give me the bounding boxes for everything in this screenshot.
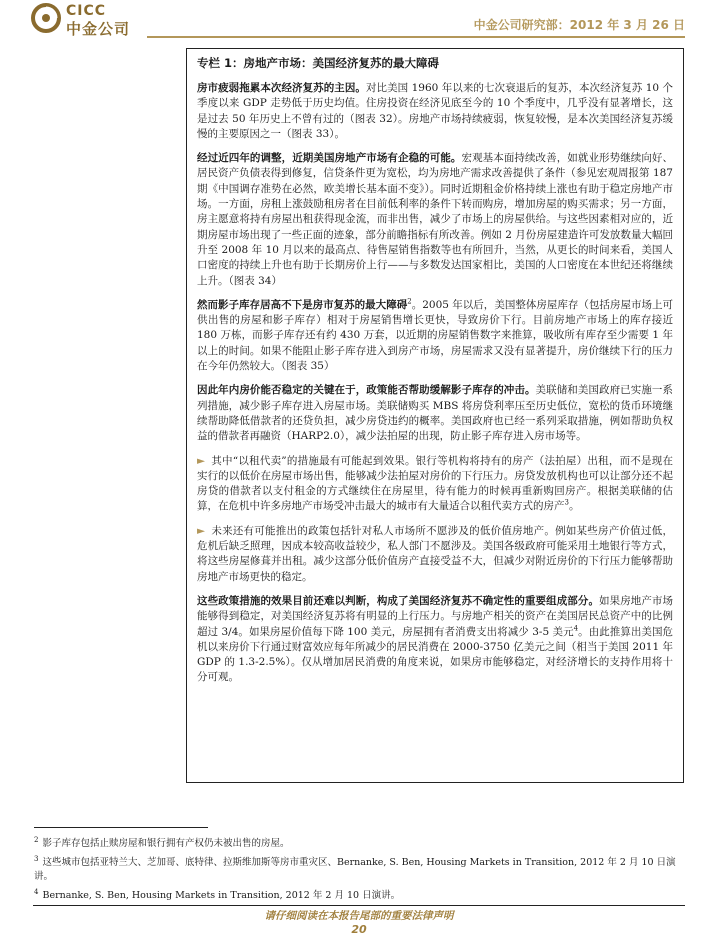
footnotes	[34, 833, 686, 903]
arrow-bullet-icon: ►	[197, 454, 206, 467]
footnote-number: 3	[34, 854, 39, 863]
box-title: 专栏 1：房地产市场：美国经济复苏的最大障碍	[197, 56, 440, 70]
footnote-ref-2: 2	[407, 297, 412, 306]
footnote-ref-4: 4	[573, 624, 579, 632]
paragraph-2	[197, 151, 673, 289]
footnote-text: Bernanke, S. Ben, Housing Markets in Transition, 2012 年 2 月 10 日演讲。	[42, 889, 401, 901]
page-header	[0, 0, 718, 44]
footnote-text: 影子库存包括止赎房屋和银行拥有产权仍未被出售的房屋。	[42, 838, 290, 850]
footnote-number: 2	[34, 836, 39, 844]
paragraph-3-lead: 然而影子库存居高不下是房市复苏的最大障碍	[197, 298, 408, 311]
footnote-number: 4	[34, 887, 39, 896]
bullet-paragraph-1	[197, 454, 673, 515]
bullet-1-body: 其中“以租代卖”的措施最有可能起到效果。银行等机构将持有的房产（法拍屋）出租，而不是现在实行的以低价在房屋市场出售，能够减少法拍屋对房价的下行压力。房贷发放机构也可以让部分还不起房贷的借款者以支付租金的方式继续住在房屋里，待有能力的时候再重新购回房产。根据美联储的估算，在危机中许多房地产市场受冲击最大的城市有大量适合以租代卖方式的房产	[197, 454, 673, 513]
paragraph-4-body: 美联储和美国政府已实施一系列措施，减少影子库存进入房屋市场。美联储购买 MBS 将房贷利率压至历史低位，宽松的货币环境继续帮助降低借款者的还贷负担，减少房贷违约的概率。美国政府也已经一系列采取措施，例如帮助负权益的借款者再融资（HARP2.0），减少法拍屋的出现，防止影子库存进入房市场等。	[197, 384, 674, 443]
footnote-divider	[34, 827, 208, 828]
paragraph-1-lead: 房市疲弱拖累本次经济复苏的主因。	[197, 82, 366, 94]
paragraph-3	[197, 298, 673, 374]
paragraph-4-lead: 因此年内房价能否稳定的关键在于，政策能否帮助缓解影子库存的冲击。	[197, 384, 536, 397]
arrow-bullet-icon: ►	[197, 524, 206, 537]
footnote-ref-3: 3	[564, 498, 569, 507]
paragraph-1-body: 对比美国 1960 年以来的七次衰退后的复苏，本次经济复苏 10 个季度以来 GDP 走势低于历史均值。住房投资在经济见底至今的 10 个季度中，几乎没有显著增长，这是过去 50 年历史上不曾有过的（图表 32）。房地产市场持续疲弱，恢复较慢，是本次美国经济复苏缓慢的主要原因之一（图表 33）。	[197, 82, 673, 140]
paragraph-3-body: 。2005 年以后，美国整体房屋库存（包括房屋市场上可供出售的房屋和影子库存）相对于房屋销售增长更快，导致房价下行。目前房地产市场上的库存接近 180 万栋，而影子库存还有约 430 万套，以近期的房屋销售数字来推算，吸收所有库存至少需要 1 年以上的时间。如果不能阻止影子库存进入到房产市场，房屋需求又没有显著提升，房价继续下行的压力在今年仍然较大。（图表 35）	[197, 298, 673, 373]
bullet-paragraph-2	[197, 524, 673, 585]
footnote-item	[34, 852, 686, 885]
paragraph-7-body-a: 如果房地产市场能够得到稳定，对美国经济复苏将有明显的上行压力。与房地产相关的资产在美国居民总资产中的比例超过 3/4。如果房屋价值每下降 100 美元，房屋拥有者消费支出将减少 3-5 美元	[197, 594, 674, 638]
footnote-text: 这些城市包括亚特兰大、芝加哥、底特律、拉斯维加斯等房市重灾区、Bernanke, S. Ben, Housing Markets in Transition, 2012 年 2 月 10 日演讲。	[34, 856, 676, 883]
paragraph-4	[197, 383, 673, 444]
paragraph-2-lead: 经过近四年的调整，近期美国房地产市场有企稳的可能。	[197, 152, 462, 165]
logo-text-en: CICC	[66, 3, 107, 19]
logo-text-cn: 中金公司	[66, 20, 131, 38]
header-divider	[147, 36, 685, 38]
legal-notice: 请仔细阅读在本报告尾部的重要法律声明	[264, 910, 454, 922]
paragraph-7-lead: 这些政策措施的效果目前还难以判断，构成了美国经济复苏不确定性的重要组成部分。	[197, 594, 600, 607]
page-number: 20	[351, 923, 367, 936]
paragraph-7	[197, 594, 673, 686]
column-box	[186, 48, 684, 783]
cicc-logo-icon	[31, 3, 61, 33]
paragraph-1	[197, 81, 673, 142]
bullet-2-body: 未来还有可能推出的政策包括针对私人市场所不愿涉及的低价值房地产。例如某些房产价值过低，危机后缺乏照理，因成本较高收益较少，私人部门不愿涉及。美国各级政府可能采用土地银行等方式，将这些房屋修葺并出租。减少这部分低价值房产直接受益不大，但减少对附近房价的下行压力能够帮助房地产市场更快的稳定。	[197, 524, 673, 583]
footnote-item	[34, 833, 686, 852]
report-header-title: 中金公司研究部：2012 年 3 月 26 日	[473, 18, 685, 32]
bullet-1-end: 。	[568, 500, 580, 513]
footer-divider	[33, 905, 685, 906]
footnote-item	[34, 885, 686, 904]
paragraph-7-body-b: 。由此推算出美国危机以来房价下行通过财富效应每年所减少的居民消费在 2000-3750 亿美元之间（相当于美国 2011 年 GDP 的 1.3-2.5%）。仅从增加居民消费的角度来说，如果房市能够稳定，对经济增长的支持作用将十分可观。	[197, 625, 673, 684]
paragraph-2-body: 宏观基本面持续改善，如就业形势继续向好、居民资产负债表得到修复，信贷条件更为宽松，均为房地产需求改善提供了条件（参见宏观周报第 187 期《中国调存准势在必然，欧美增长基本面不变》）。同时近期租金价格持续上涨也有助于稳定房地产市场。一方面，房租上涨鼓励租房者在目前低利率的条件下转而购房，增加房屋的购买需求；另一方面，房主愿意将持有房屋出租获得现金流，而非出售，减少了市场上的房屋供给。与这些因素相对应的，近期房屋市场出现了一些正面的迹象，部分前瞻指标有所改善。例如 2 月份房屋建造许可发放数量大幅回升至 2008 年 10 月以来的最高点、待售屋销售指数等也有所回升，当然，从更长的时间来看，美国人口密度的持续上升也有助于长期房价上行——与多数发达国家相比，美国的人口密度在本世纪还将继续上升。（图表 34）	[197, 152, 674, 287]
